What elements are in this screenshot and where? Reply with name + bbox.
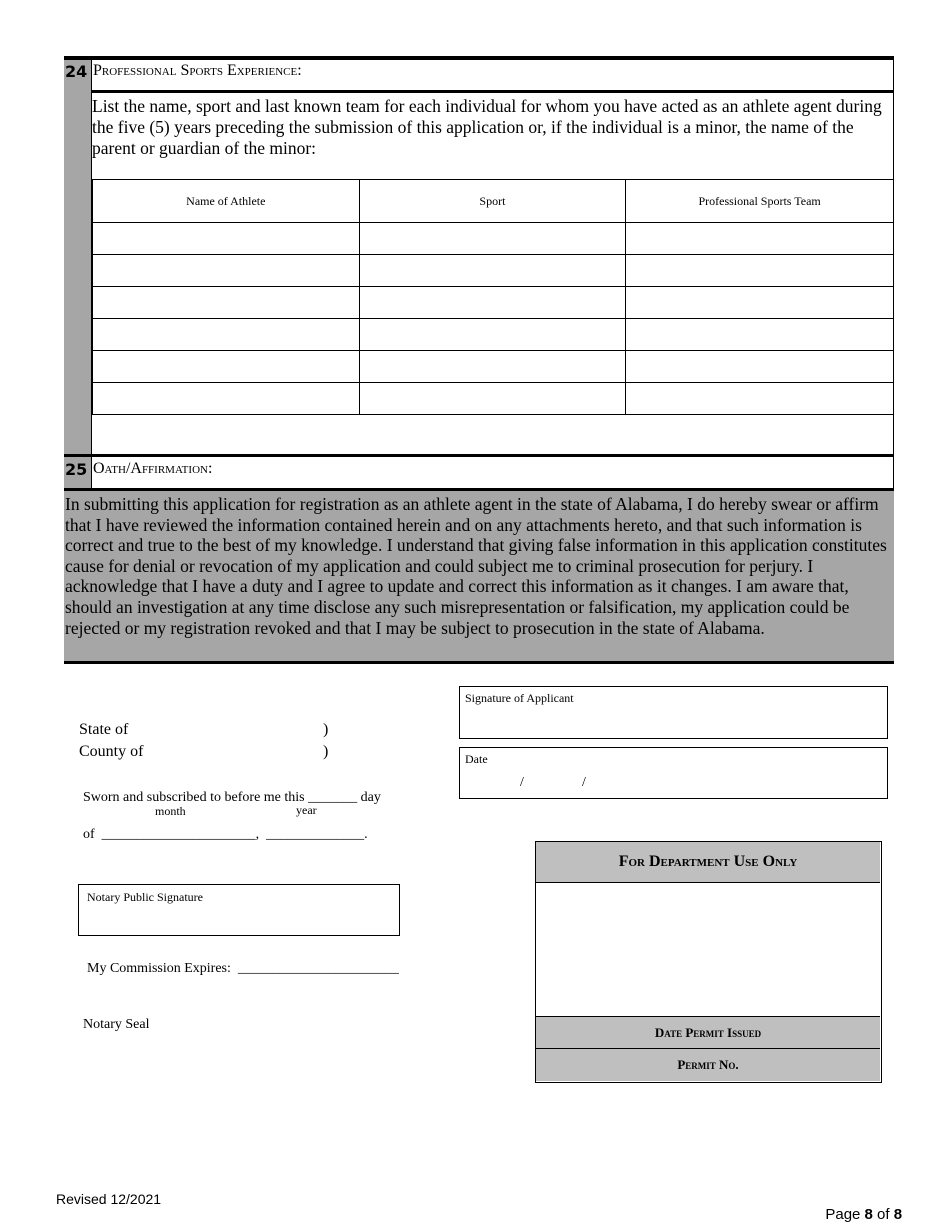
- section-25-number: 25: [65, 460, 88, 479]
- table-row: [93, 383, 894, 415]
- athlete-name-cell[interactable]: [93, 287, 360, 319]
- state-of-label: State of: [79, 721, 129, 738]
- sport-cell[interactable]: [359, 287, 626, 319]
- of-line: of ______________________, ______________.: [83, 827, 368, 842]
- state-paren: ): [323, 721, 329, 738]
- col-name-of-athlete: Name of Athlete: [93, 180, 360, 223]
- page-prefix: Page: [825, 1206, 865, 1223]
- table-row: [93, 351, 894, 383]
- department-use-box: [535, 841, 882, 1083]
- notary-signature-label: Notary Public Signature: [87, 890, 203, 904]
- athlete-table-header: [93, 180, 894, 223]
- sport-cell[interactable]: [359, 351, 626, 383]
- team-cell[interactable]: [626, 351, 894, 383]
- page-of: of: [872, 1206, 894, 1223]
- athlete-name-cell[interactable]: [93, 319, 360, 351]
- table-row: [93, 287, 894, 319]
- section-24-instructions: List the name, sport and last known team for each individual for whom you have acted as an athlete agent during the five (5) years preceding the submission of this application or, if the individual is a minor, the name of the parent or guardian of the minor:: [92, 96, 882, 158]
- year-label: year: [296, 803, 317, 817]
- oath-text: In submitting this application for registration as an athlete agent in the state of Alabama, I do hereby swear or affirm that I have reviewed the information contained herein and on any attachments hereto, and that such information is correct and true to the best of my knowledge. I understand that giving false information in this application constitutes cause for denial or revocation of my application and could subject me to criminal prosecution for perjury. I acknowledge that I have a duty and I agree to update and correct this information as it changes. I am aware that, should an investigation at any time disclose any such misrepresentation or falsification, my application could be rejected or my registration revoked and that I may be subject to prosecution in the state of Alabama.: [65, 494, 887, 638]
- county-paren: ): [323, 743, 329, 760]
- sport-cell[interactable]: [359, 223, 626, 255]
- revised-date: Revised 12/2021: [56, 1191, 162, 1207]
- page-total: 8: [893, 1206, 903, 1223]
- applicant-signature-label: Signature of Applicant: [465, 691, 574, 705]
- date-separator-2: /: [582, 775, 586, 790]
- team-cell[interactable]: [626, 319, 894, 351]
- athlete-name-cell[interactable]: [93, 383, 360, 415]
- table-row: [93, 255, 894, 287]
- date-permit-issued-label: Date Permit Issued: [654, 1024, 762, 1040]
- notary-signature-box[interactable]: [78, 884, 400, 936]
- applicant-signature-box[interactable]: [459, 686, 888, 739]
- athlete-name-cell[interactable]: [93, 255, 360, 287]
- page-number: [817, 1189, 902, 1223]
- team-cell[interactable]: [626, 255, 894, 287]
- department-header-text: For Department Use Only: [618, 853, 798, 870]
- date-box[interactable]: [459, 747, 888, 799]
- date-permit-issued-row: [536, 1016, 880, 1049]
- athlete-table: [92, 179, 894, 415]
- date-separator-1: /: [520, 775, 524, 790]
- team-cell[interactable]: [626, 383, 894, 415]
- sworn-text: Sworn and subscribed to before me this _______ day: [83, 790, 381, 805]
- notary-seal-label: Notary Seal: [83, 1017, 150, 1032]
- county-of-label: County of: [79, 743, 144, 760]
- permit-no-label: Permit No.: [677, 1057, 739, 1072]
- date-label: Date: [465, 752, 488, 766]
- table-row: [93, 319, 894, 351]
- col-sport: Sport: [359, 180, 626, 223]
- section-24-title: Professional Sports Experience:: [93, 62, 302, 79]
- sport-cell[interactable]: [359, 319, 626, 351]
- team-cell[interactable]: [626, 223, 894, 255]
- page-current: 8: [864, 1206, 873, 1223]
- team-cell[interactable]: [626, 287, 894, 319]
- section-25-title: Oath/Affirmation:: [93, 460, 213, 477]
- sport-cell[interactable]: [359, 255, 626, 287]
- sport-cell[interactable]: [359, 383, 626, 415]
- col-professional-sports-team: Professional Sports Team: [626, 180, 894, 223]
- department-header: [536, 842, 880, 883]
- month-label: month: [155, 804, 186, 818]
- section-24-number: 24: [65, 62, 88, 81]
- athlete-name-cell[interactable]: [93, 351, 360, 383]
- commission-expires: My Commission Expires: _______________________: [87, 961, 399, 976]
- athlete-name-cell[interactable]: [93, 223, 360, 255]
- permit-no-row: [536, 1049, 880, 1081]
- table-row: [93, 223, 894, 255]
